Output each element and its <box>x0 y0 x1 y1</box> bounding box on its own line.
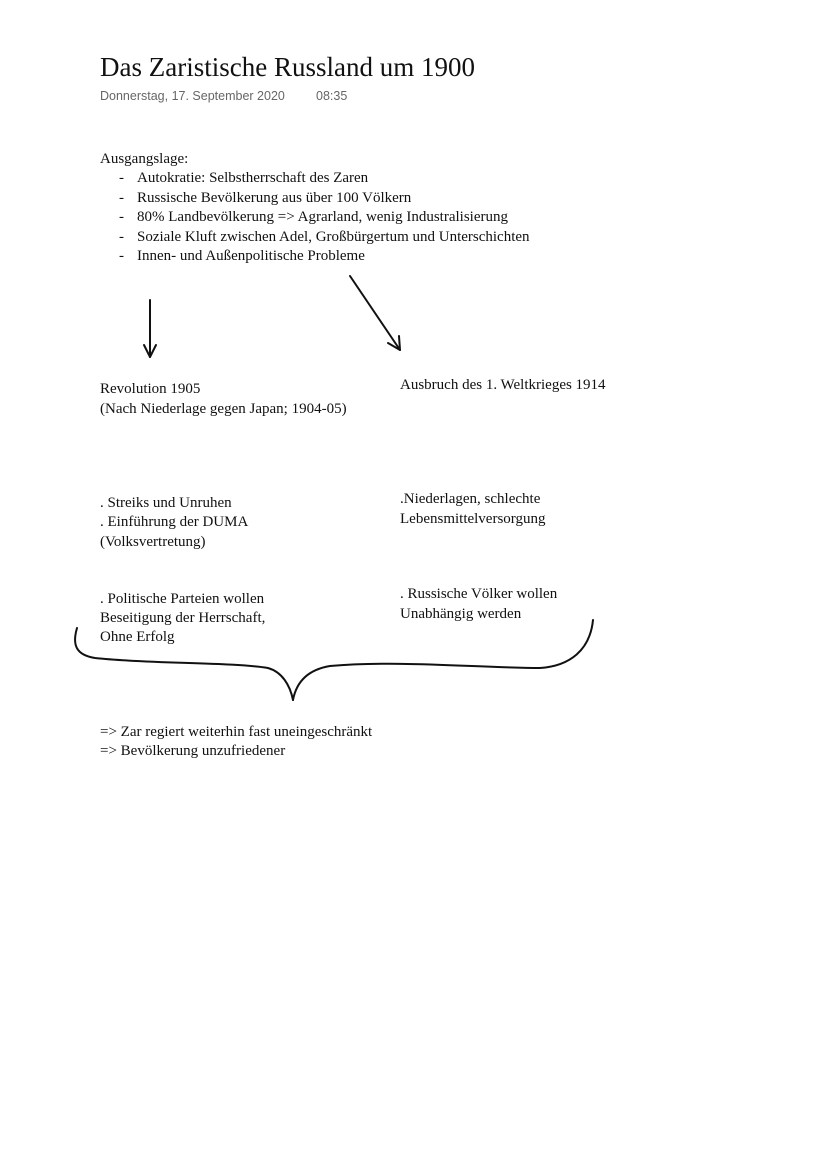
intro-heading: Ausgangslage: <box>100 151 189 167</box>
bullet-dash: - <box>119 228 124 245</box>
list-item-text: Soziale Kluft zwischen Adel, Großbürgertum und Unterschichten <box>137 228 530 245</box>
bullet-dash: - <box>119 170 124 186</box>
list-item-text: Autokratie: Selbstherrschaft des Zaren <box>137 170 369 186</box>
left-point1-line2: . Einführung der DUMA <box>100 514 249 530</box>
right-point2-line2: Unabhängig werden <box>400 606 522 622</box>
right-point2-line1: . Russische Völker wollen <box>400 586 558 602</box>
conclusion-line1: => Zar regiert weiterhin fast uneingeschränkt <box>100 724 373 740</box>
left-point1-line1: . Streiks und Unruhen <box>100 495 232 511</box>
arrow-diagonal-right-icon <box>350 276 400 350</box>
left-point2-line2: Beseitigung der Herrschaft, <box>100 610 266 626</box>
list-item-text: Russische Bevölkerung aus über 100 Völkern <box>137 189 412 206</box>
bullet-dash: - <box>119 209 124 225</box>
note-date: Donnerstag, 17. September 2020 <box>100 89 285 103</box>
left-point2-line3: Ohne Erfolg <box>100 629 175 645</box>
left-point2-line1: . Politische Parteien wollen <box>100 591 265 607</box>
conclusion-line2: => Bevölkerung unzufriedener <box>100 743 286 759</box>
page-title: Das Zaristische Russland um 1900 <box>100 52 475 82</box>
right-point1-line2: Lebensmittelversorgung <box>400 511 546 527</box>
left-heading-line2: (Nach Niederlage gegen Japan; 1904-05) <box>100 401 347 417</box>
left-point1-line3: (Volksvertretung) <box>100 534 206 550</box>
note-time: 08:35 <box>316 89 348 103</box>
list-item-text: Innen- und Außenpolitische Probleme <box>137 248 365 264</box>
right-point1-line1: .Niederlagen, schlechte <box>400 491 541 507</box>
bullet-dash: - <box>119 189 124 206</box>
arrow-down-left-icon <box>144 300 156 357</box>
list-item-text: 80% Landbevölkerung => Agrarland, wenig Industralisierung <box>137 209 508 225</box>
bullet-dash: - <box>119 248 124 264</box>
left-heading-line1: Revolution 1905 <box>100 381 201 397</box>
right-heading: Ausbruch des 1. Weltkrieges 1914 <box>400 377 606 393</box>
